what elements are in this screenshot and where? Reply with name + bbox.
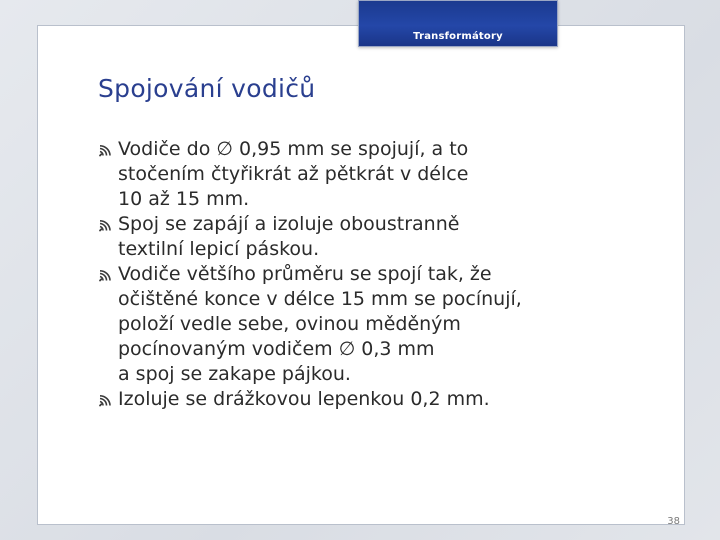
wifi-signal-icon: [98, 220, 114, 232]
slide-title: Spojování vodičů: [98, 74, 316, 103]
wifi-signal-icon: [98, 270, 114, 282]
bullet-list: [98, 137, 578, 412]
bullet-item: [98, 212, 578, 262]
page-number: 38: [667, 516, 680, 527]
wifi-signal-icon: [98, 145, 114, 157]
bullet-line: 10 až 15 mm.: [118, 188, 250, 210]
bullet-line: Vodiče do ∅ 0,95 mm se spojují, a to: [118, 138, 469, 160]
header-tab: [358, 0, 558, 47]
header-label: Transformátory: [413, 31, 503, 42]
bullet-line: Izoluje se drážkovou lepenkou 0,2 mm.: [118, 388, 490, 410]
bullet-item: [98, 137, 578, 212]
bullet-line: a spoj se zakape pájkou.: [118, 363, 351, 385]
bullet-item: [98, 387, 578, 412]
bullet-line: textilní lepicí páskou.: [118, 238, 320, 260]
bullet-item: [98, 262, 578, 387]
bullet-line: pocínovaným vodičem ∅ 0,3 mm: [118, 338, 435, 360]
bullet-line: stočením čtyřikrát až pětkrát v délce: [118, 163, 469, 185]
bullet-line: Vodiče většího průměru se spojí tak, že: [118, 263, 492, 285]
bullet-line: Spoj se zapájí a izoluje oboustranně: [118, 213, 460, 235]
bullet-line: očištěné konce v délce 15 mm se pocínují,: [118, 288, 522, 310]
bullet-line: položí vedle sebe, ovinou měděným: [118, 313, 461, 335]
wifi-signal-icon: [98, 395, 114, 407]
